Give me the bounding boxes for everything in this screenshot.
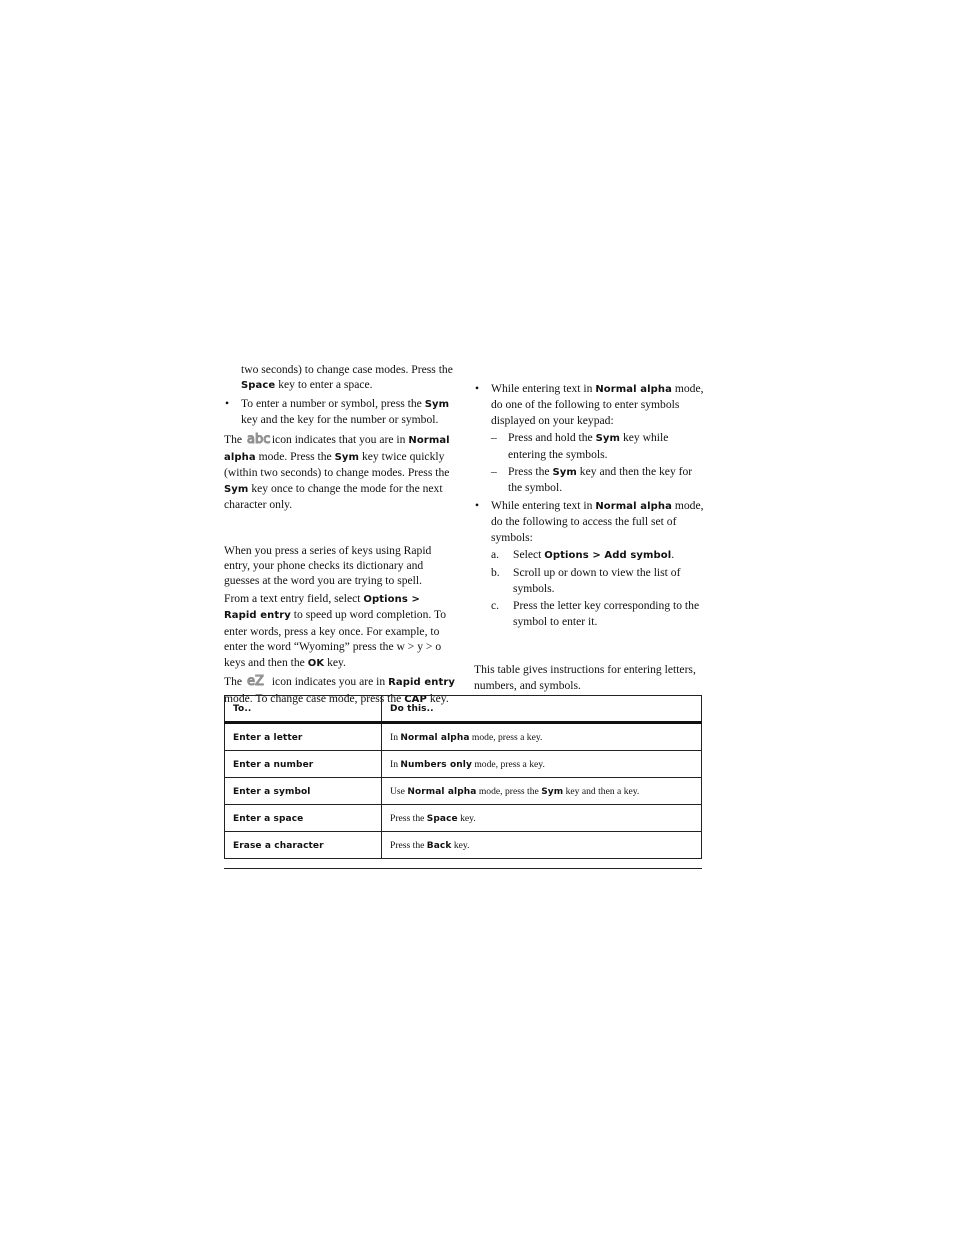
bullet-item: • While entering text in Normal alpha mode, do one of the following to enter symbols displayed on your keypad: — [475, 382, 704, 427]
key-name: Normal alpha — [407, 786, 477, 797]
table-row — [225, 832, 702, 859]
svg-text:abc: abc — [246, 431, 271, 447]
dash-item: – Press the Sym key and then the key for the symbol. — [491, 465, 693, 495]
table-cell-action: Enter a number — [225, 751, 382, 778]
key-name: Sym — [424, 398, 450, 410]
table-cell-action: Enter a letter — [225, 723, 382, 751]
key-name: Normal alpha — [595, 500, 672, 512]
bullet-item: • To enter a number or symbol, press the Sym key and the key for the number or symbol. — [225, 396, 450, 427]
bullet-marker: • — [225, 396, 230, 410]
rapid-entry-paragraph: From a text entry field, select Options > Rapid entry to speed up word completion. To enter words, press a key once. For example, to enter the word “Wyoming” press the w > y > o keys and then the OK key. — [224, 591, 447, 669]
step-marker: a. — [491, 548, 500, 562]
key-name: Space — [241, 380, 276, 392]
table-row — [225, 751, 702, 778]
abc-mode-paragraph: The abc icon indicates that you are in Normal alpha mode. Press the Sym key twice quickly (within two seconds) to change modes. Press the Sym key once to change the mode for the next character only. — [224, 431, 450, 512]
text-entry-table — [224, 695, 702, 859]
table-cell-instruction: Press the Back key. — [382, 832, 702, 859]
dash-marker: – — [491, 465, 497, 479]
column-header: Do this.. — [382, 696, 702, 723]
bullet-continuation: two seconds) to change case modes. Press the Space key to enter a space. — [241, 363, 453, 392]
bullet-marker: • — [475, 382, 480, 395]
abc-mode-icon — [246, 431, 271, 449]
step-marker: b. — [491, 566, 500, 580]
table-row — [225, 805, 702, 832]
left-column — [224, 362, 456, 708]
step-item: b. Scroll up or down to view the list of symbols. — [491, 566, 681, 595]
bullet-marker: • — [475, 498, 480, 512]
menu-path: Options > Rapid entry — [224, 593, 420, 622]
ez-mode-paragraph: The eZ icon indicates you are in Rapid entry mode. To change case mode, press the CAP key. — [224, 673, 455, 706]
table-cell-action: Erase a character — [225, 832, 382, 859]
table-cell-action: Enter a symbol — [225, 778, 382, 805]
table-row — [225, 723, 702, 751]
key-name: Back — [426, 840, 452, 851]
dash-marker: – — [491, 431, 497, 445]
key-name: CAP — [404, 694, 427, 706]
key-name: Normal alpha — [224, 434, 450, 464]
key-name: Sym — [552, 467, 577, 479]
key-name: Normal alpha — [595, 384, 672, 395]
key-name: Sym — [224, 483, 249, 495]
rapid-entry-icon — [247, 673, 267, 691]
step-item: c. Press the letter key corresponding to the symbol to enter it. — [491, 599, 700, 628]
table-cell-instruction: In Numbers only mode, press a key. — [382, 751, 702, 778]
key-name: Rapid entry — [388, 676, 455, 688]
dash-item: – Press and hold the Sym key while entering the symbols. — [491, 431, 669, 461]
right-column — [474, 381, 704, 693]
step-item: a. Select Options > Add symbol. — [491, 548, 675, 562]
step-marker: c. — [491, 599, 500, 613]
key-name: Sym — [334, 452, 360, 464]
table-header-row — [225, 696, 702, 723]
rapid-entry-intro: When you press a series of keys using Rapid entry, your phone checks its dictionary and guesses at the word you are trying to spell. — [224, 543, 432, 588]
key-name: Numbers only — [400, 759, 472, 770]
table-cell-instruction: Press the Space key. — [382, 805, 702, 832]
svg-text:eZ: eZ — [246, 673, 264, 689]
column-header: To.. — [225, 696, 382, 723]
table-cell-instruction: In Normal alpha mode, press a key. — [382, 723, 702, 751]
table-row — [225, 778, 702, 805]
table-cell-instruction: Use Normal alpha mode, press the Sym key and then a key. — [382, 778, 702, 805]
key-name: Sym — [541, 786, 564, 797]
key-name: Sym — [595, 433, 621, 445]
table-intro: This table gives instructions for entering letters, numbers, and symbols. — [474, 663, 696, 692]
footer-rule — [224, 868, 702, 869]
menu-path: Options > Add symbol — [544, 550, 672, 562]
key-name: Space — [426, 813, 458, 824]
key-name: OK — [307, 657, 325, 669]
table-cell-action: Enter a space — [225, 805, 382, 832]
key-name: Normal alpha — [400, 732, 470, 743]
bullet-item: • While entering text in Normal alpha mode, do the following to access the full set of symbols: — [475, 498, 704, 544]
